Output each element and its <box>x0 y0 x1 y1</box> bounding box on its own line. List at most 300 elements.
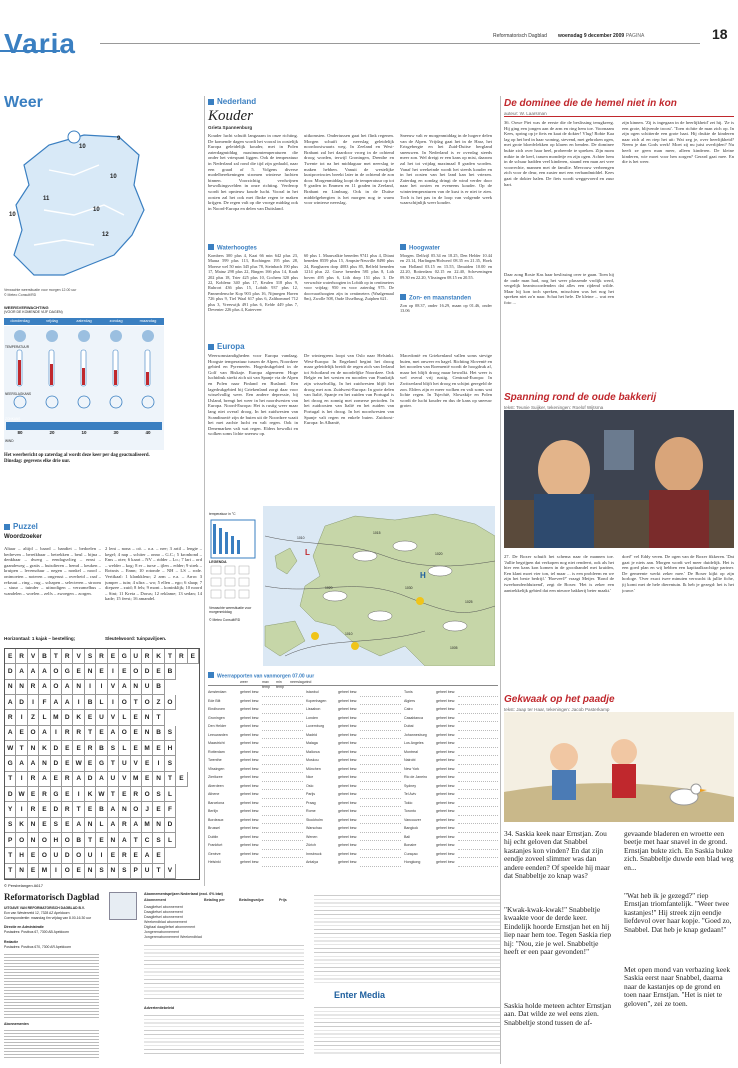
grid-cell[interactable]: O <box>28 726 39 741</box>
weather-report-row <box>306 765 401 774</box>
grid-cell[interactable]: S <box>119 864 130 879</box>
city-name: Bordeaux <box>208 817 224 822</box>
grid-cell[interactable]: T <box>108 756 119 771</box>
col-header: neerslag <box>290 680 304 684</box>
city-weather: geheel bew. <box>338 766 358 771</box>
weather-report-row <box>404 782 498 791</box>
grid-cell[interactable]: M <box>51 710 62 725</box>
grid-cell[interactable]: E <box>153 802 164 817</box>
grid-cell[interactable]: L <box>165 787 176 802</box>
grid-cell[interactable]: O <box>131 802 142 817</box>
map-label-legend: LEGENDA <box>209 560 227 564</box>
grid-cell[interactable]: E <box>51 772 62 787</box>
grid-cell[interactable]: A <box>39 680 50 695</box>
grid-cell[interactable]: T <box>16 741 27 756</box>
weather-report-row <box>306 824 401 833</box>
grid-cell[interactable]: K <box>73 710 84 725</box>
col-header: weer <box>240 680 248 684</box>
city-weather: geheel bew. <box>436 698 456 703</box>
grid-cell[interactable]: N <box>108 833 119 848</box>
grid-cell[interactable]: E <box>85 802 96 817</box>
grid-cell[interactable]: R <box>131 787 142 802</box>
grid-cell[interactable]: N <box>108 864 119 879</box>
bakkerij-p1: 27. De Boxer schuift het schema naar de mannen toe. 'Jullie begrijpen dat verkopen nog niet rendeert, ook als het hier een kans kon komen in de groothandel met kruiden, Een klant moet vier ton, tel maar ... is een probleem en we zijn het beste bedrijf.' 'Hoeveel?' vraagt Meijer. 'Rond de tweehonderdduizend', zegt de Boxer. 'Het is zeker een aantrekkelijk gebied dat een nieuwe bakkerij beter maakt.' <box>504 554 614 593</box>
grid-cell[interactable]: U <box>85 848 96 863</box>
weather-report-row <box>306 739 401 748</box>
grid-cell[interactable]: T <box>165 772 176 787</box>
grid-cell[interactable]: U <box>108 772 119 787</box>
grid-cell[interactable]: T <box>108 787 119 802</box>
grid-cell[interactable]: I <box>51 726 62 741</box>
grid-cell[interactable]: A <box>39 664 50 679</box>
puzzel-solution: Horizontaal: 1 kajak – bestelling; <box>4 636 76 641</box>
city-weather: geheel bew. <box>436 690 456 694</box>
grid-cell[interactable]: T <box>131 833 142 848</box>
grid-cell[interactable]: R <box>176 649 187 664</box>
city-name: Barcelona <box>208 800 225 805</box>
weather-report-row <box>208 858 303 867</box>
paadje-p5: "Wat heb ik je gezegd?" riep Ernstjan triomfantelijk. "Weer twee kastanjes!" Hij streek zijn eendje liefdevol over haar kopje. "Goed zo, Snabbel. Dat heb je knap gedaan!" <box>624 891 732 934</box>
grid-cell[interactable]: I <box>73 695 84 710</box>
grid-cell[interactable]: O <box>142 787 153 802</box>
grid-cell[interactable]: T <box>153 710 164 725</box>
grid-cell[interactable]: E <box>119 787 130 802</box>
grid-cell[interactable]: E <box>108 848 119 863</box>
grid-cell[interactable]: E <box>62 741 73 756</box>
city-name: Brussel <box>208 826 220 830</box>
grid-cell[interactable]: T <box>5 864 16 879</box>
grid-cell[interactable]: G <box>119 649 130 664</box>
grid-cell[interactable]: T <box>153 864 164 879</box>
map-temp-1: 9 <box>117 136 121 142</box>
grid-cell[interactable]: E <box>96 833 107 848</box>
city-name: Leeuwarden <box>208 732 228 737</box>
grid-cell[interactable]: R <box>16 649 27 664</box>
grid-cell[interactable]: K <box>153 649 164 664</box>
colofon-line: Abonnementen <box>4 1022 29 1026</box>
grid-cell[interactable]: E <box>131 848 142 863</box>
grid-cell[interactable]: E <box>85 756 96 771</box>
city-name: Innsbruck <box>306 851 322 856</box>
grid-cell[interactable]: M <box>142 818 153 833</box>
city-weather: geheel bew. <box>240 775 260 779</box>
grid-cell[interactable]: O <box>142 695 153 710</box>
grid-cell[interactable]: W <box>16 787 27 802</box>
grid-cell[interactable]: R <box>5 710 16 725</box>
grid-cell[interactable]: A <box>108 726 119 741</box>
grid-cell[interactable]: M <box>131 772 142 787</box>
grid-cell[interactable]: G <box>62 664 73 679</box>
grid-cell[interactable]: S <box>108 741 119 756</box>
grid-cell[interactable]: E <box>28 787 39 802</box>
grid-cell[interactable]: O <box>119 695 130 710</box>
grid-cell[interactable]: R <box>62 802 73 817</box>
grid-cell[interactable]: V <box>28 649 39 664</box>
city-values-filler <box>262 799 303 808</box>
paadje-author: tekst: Jaap ter Haar, tekeningen: Jacob Pasterkamp <box>504 707 610 712</box>
grid-cell[interactable]: A <box>108 802 119 817</box>
grid-cell[interactable]: O <box>39 833 50 848</box>
grid-cell[interactable]: D <box>5 787 16 802</box>
grid-cell[interactable]: S <box>153 787 164 802</box>
grid-cell[interactable]: D <box>62 710 73 725</box>
city-values-filler <box>360 850 401 859</box>
grid-cell[interactable]: T <box>85 726 96 741</box>
grid-cell[interactable]: B <box>96 802 107 817</box>
grid-cell[interactable]: I <box>73 787 84 802</box>
grid-cell[interactable]: T <box>85 833 96 848</box>
grid-cell[interactable]: G <box>5 756 16 771</box>
abon-title: Abonnementsprijzen Nederland (excl. 6% btw) <box>144 892 223 896</box>
grid-cell[interactable]: Z <box>153 695 164 710</box>
grid-cell[interactable]: O <box>16 833 27 848</box>
grid-cell[interactable]: L <box>96 818 107 833</box>
city-name: Bangkok <box>404 826 418 830</box>
weather-report-row <box>208 688 303 697</box>
grid-cell[interactable]: R <box>73 726 84 741</box>
grid-cell[interactable]: R <box>142 649 153 664</box>
grid-cell[interactable]: S <box>165 756 176 771</box>
grid-cell[interactable]: R <box>85 741 96 756</box>
weather-report-row <box>404 858 498 867</box>
grid-cell[interactable]: O <box>131 664 142 679</box>
grid-cell[interactable]: O <box>119 726 130 741</box>
column-divider <box>204 96 205 886</box>
date-line <box>558 33 644 39</box>
grid-cell[interactable]: I <box>96 680 107 695</box>
grid-cell[interactable]: I <box>51 864 62 879</box>
grid-cell[interactable]: N <box>85 818 96 833</box>
grid-cell[interactable]: E <box>62 818 73 833</box>
grid-cell[interactable]: B <box>96 741 107 756</box>
grid-cell[interactable]: R <box>62 649 73 664</box>
city-values-filler <box>360 731 401 740</box>
grid-cell[interactable]: E <box>73 664 84 679</box>
city-weather: geheel bew. <box>240 851 260 856</box>
grid-cell[interactable]: A <box>51 695 62 710</box>
grid-cell[interactable]: A <box>119 833 130 848</box>
grid-cell[interactable]: E <box>131 710 142 725</box>
grid-cell[interactable]: E <box>142 772 153 787</box>
grid-cell[interactable]: N <box>16 864 27 879</box>
weather-report-row <box>306 858 401 867</box>
city-name: Tunis <box>404 690 413 694</box>
grid-cell[interactable]: A <box>28 664 39 679</box>
abon-row: Digitaal daagliefsel abonnement <box>144 925 196 929</box>
weather-report-row <box>404 697 498 706</box>
grid-cell[interactable]: I <box>153 756 164 771</box>
grid-cell[interactable]: E <box>73 864 84 879</box>
grid-cell[interactable]: T <box>51 649 62 664</box>
grid-cell[interactable]: O <box>51 680 62 695</box>
grid-cell[interactable]: S <box>51 818 62 833</box>
grid-cell[interactable]: U <box>142 864 153 879</box>
grid-cell[interactable]: C <box>142 833 153 848</box>
grid-cell[interactable]: T <box>5 772 16 787</box>
grid-cell[interactable]: S <box>165 726 176 741</box>
grid-cell[interactable]: P <box>131 864 142 879</box>
grid-cell[interactable]: E <box>39 802 50 817</box>
grid-cell[interactable]: O <box>39 848 50 863</box>
grid-cell[interactable]: D <box>142 664 153 679</box>
grid-cell[interactable]: I <box>16 802 27 817</box>
grid-cell[interactable]: D <box>51 756 62 771</box>
grid-cell[interactable]: A <box>142 848 153 863</box>
grid-cell[interactable]: R <box>28 802 39 817</box>
grid-cell[interactable]: D <box>51 741 62 756</box>
grid-cell[interactable]: R <box>28 680 39 695</box>
grid-cell[interactable]: E <box>5 649 16 664</box>
grid-cell[interactable]: E <box>85 710 96 725</box>
grid-cell[interactable]: E <box>96 664 107 679</box>
grid-cell[interactable]: E <box>188 649 199 664</box>
grid-cell[interactable]: A <box>5 695 16 710</box>
grid-cell[interactable]: Y <box>5 802 16 817</box>
grid-cell[interactable]: E <box>28 864 39 879</box>
grid-cell[interactable]: V <box>108 710 119 725</box>
grid-cell[interactable]: E <box>153 664 164 679</box>
grid-cell[interactable]: B <box>39 649 50 664</box>
city-name: Warschau <box>306 826 323 830</box>
city-values-filler <box>458 688 498 697</box>
grid-cell[interactable]: P <box>5 833 16 848</box>
puzzel-head: Puzzel <box>4 522 204 531</box>
high-marker: H <box>420 571 426 580</box>
city-values-filler <box>360 841 401 850</box>
grid-cell[interactable]: D <box>16 695 27 710</box>
grid-cell[interactable]: W <box>96 787 107 802</box>
grid-cell[interactable]: V <box>165 864 176 879</box>
city-name: München <box>306 766 321 771</box>
city-name: Dubai <box>404 724 414 728</box>
weather-report-row <box>208 799 303 808</box>
grid-cell[interactable]: L <box>39 710 50 725</box>
grid-cell[interactable]: F <box>39 695 50 710</box>
grid-cell[interactable]: O <box>62 864 73 879</box>
weather-report-row <box>404 688 498 697</box>
grid-cell[interactable]: L <box>165 833 176 848</box>
grid-cell[interactable]: W <box>5 741 16 756</box>
grid-cell[interactable]: N <box>142 710 153 725</box>
grid-cell[interactable]: I <box>108 695 119 710</box>
city-weather: geheel bew. <box>436 860 456 864</box>
city-name: Wenen <box>306 834 318 839</box>
grid-cell[interactable]: L <box>96 695 107 710</box>
section-title: Varia <box>4 28 76 59</box>
grid-cell[interactable]: E <box>16 726 27 741</box>
grid-cell[interactable]: A <box>16 756 27 771</box>
grid-cell[interactable]: E <box>131 741 142 756</box>
city-values-filler <box>458 731 498 740</box>
isobar-label: 1025 <box>465 600 473 604</box>
city-name: Athene <box>208 792 220 796</box>
grid-cell[interactable]: I <box>28 695 39 710</box>
grid-cell[interactable]: N <box>5 680 16 695</box>
grid-cell[interactable]: I <box>108 664 119 679</box>
grid-cell[interactable]: K <box>39 741 50 756</box>
colofon-line: Ecn van Westerveld 12, 7328 AZ Apeldoorn <box>4 911 70 915</box>
grid-cell[interactable]: B <box>73 833 84 848</box>
grid-cell[interactable]: S <box>85 649 96 664</box>
grid-cell[interactable]: W <box>73 756 84 771</box>
grid-cell[interactable]: D <box>85 772 96 787</box>
vacature-filler <box>144 1012 304 1056</box>
grid-cell[interactable]: E <box>176 772 187 787</box>
grid-cell[interactable]: G <box>51 787 62 802</box>
date: woensdag 9 december 2009 <box>558 33 625 39</box>
grid-cell[interactable]: D <box>165 818 176 833</box>
isobar-label: 1010 <box>297 536 305 540</box>
grid-cell[interactable]: R <box>96 649 107 664</box>
grid-cell[interactable]: S <box>96 864 107 879</box>
grid-cell[interactable]: E <box>28 848 39 863</box>
grid-cell[interactable]: R <box>28 772 39 787</box>
grid-cell[interactable]: V <box>73 649 84 664</box>
grid-cell[interactable]: N <box>119 802 130 817</box>
grid-cell[interactable]: N <box>28 818 39 833</box>
grid-cell[interactable]: N <box>28 741 39 756</box>
grid-cell[interactable]: N <box>131 680 142 695</box>
grid-cell[interactable]: J <box>142 802 153 817</box>
grid-cell[interactable]: K <box>16 818 27 833</box>
grid-cell[interactable]: A <box>131 818 142 833</box>
grid-cell[interactable]: D <box>5 664 16 679</box>
grid-cell[interactable]: A <box>16 664 27 679</box>
grid-cell[interactable]: E <box>39 818 50 833</box>
grid-cell[interactable]: S <box>153 833 164 848</box>
grid-cell[interactable]: A <box>62 680 73 695</box>
grid-cell[interactable]: I <box>96 848 107 863</box>
grid-cell[interactable]: V <box>119 772 130 787</box>
grid-cell[interactable]: N <box>142 726 153 741</box>
paadje-p6: Met open mond van verbazing keek Saskia eerst naar Snabbel, daarna naar de kastanjes op de grond en toen naar Ernstjan. "Het is niet te geloven", zei ze toen. <box>624 965 731 1008</box>
grid-cell[interactable]: T <box>131 695 142 710</box>
grid-cell[interactable]: G <box>96 756 107 771</box>
grid-cell[interactable]: N <box>85 664 96 679</box>
grid-cell[interactable]: B <box>165 664 176 679</box>
grid-cell[interactable]: A <box>119 680 130 695</box>
city-values-filler <box>262 773 303 782</box>
grid-cell[interactable]: E <box>142 756 153 771</box>
grid-cell[interactable]: H <box>51 833 62 848</box>
grid-cell[interactable]: R <box>119 818 130 833</box>
city-weather: geheel bew. <box>436 758 456 762</box>
grid-cell[interactable]: A <box>5 726 16 741</box>
grid-cell[interactable]: H <box>165 741 176 756</box>
grid-cell[interactable]: R <box>62 772 73 787</box>
grid-cell[interactable]: M <box>39 864 50 879</box>
grid-cell[interactable]: S <box>5 818 16 833</box>
grid-cell[interactable]: D <box>62 848 73 863</box>
grid-cell[interactable]: B <box>153 726 164 741</box>
grid-cell[interactable]: I <box>85 680 96 695</box>
grid-cell[interactable]: U <box>131 649 142 664</box>
grid-cell[interactable]: N <box>85 864 96 879</box>
city-values-filler <box>360 756 401 765</box>
grid-cell[interactable]: O <box>73 848 84 863</box>
grid-cell[interactable]: U <box>119 756 130 771</box>
abon-filler <box>144 942 304 1002</box>
grid-cell[interactable]: B <box>153 680 164 695</box>
weather-report-row <box>306 688 401 697</box>
grid-cell[interactable]: E <box>62 787 73 802</box>
grid-cell[interactable]: L <box>119 710 130 725</box>
city-name: Casablanca <box>404 715 423 720</box>
grid-cell[interactable]: V <box>108 680 119 695</box>
grid-cell[interactable]: T <box>73 802 84 817</box>
grid-cell[interactable]: A <box>28 756 39 771</box>
grid-cell[interactable]: A <box>108 818 119 833</box>
grid-cell[interactable]: N <box>153 772 164 787</box>
grid-cell[interactable]: M <box>142 741 153 756</box>
grid-cell[interactable]: E <box>119 664 130 679</box>
city-weather: geheel bew. <box>240 698 260 703</box>
grid-cell[interactable]: A <box>39 726 50 741</box>
grid-cell[interactable]: A <box>73 772 84 787</box>
grid-cell[interactable]: D <box>51 802 62 817</box>
city-name: Los Angeles <box>404 741 424 745</box>
grid-cell[interactable]: A <box>73 818 84 833</box>
grid-cell[interactable]: N <box>39 756 50 771</box>
grid-cell[interactable]: N <box>153 818 164 833</box>
grid-cell[interactable]: E <box>108 649 119 664</box>
grid-cell[interactable]: U <box>96 710 107 725</box>
city-values-filler <box>360 697 401 706</box>
grid-cell[interactable]: A <box>96 772 107 787</box>
grid-cell[interactable]: E <box>153 848 164 863</box>
grid-cell[interactable]: I <box>16 710 27 725</box>
grid-cell[interactable]: V <box>131 756 142 771</box>
grid-cell[interactable]: U <box>51 848 62 863</box>
grid-cell[interactable]: A <box>62 695 73 710</box>
grid-cell[interactable]: R <box>119 848 130 863</box>
grid-cell[interactable]: U <box>142 680 153 695</box>
city-weather: geheel bew. <box>436 834 456 839</box>
grid-cell[interactable]: I <box>16 772 27 787</box>
grid-cell[interactable]: E <box>62 756 73 771</box>
grid-cell[interactable]: B <box>85 695 96 710</box>
city-values-filler <box>360 807 401 816</box>
word-search-grid[interactable] <box>4 648 200 880</box>
city-name: Cairo <box>404 707 413 711</box>
grid-cell[interactable]: N <box>28 833 39 848</box>
grid-cell[interactable]: E <box>131 726 142 741</box>
grid-cell[interactable]: A <box>39 772 50 787</box>
grid-cell[interactable]: O <box>62 833 73 848</box>
grid-cell[interactable]: L <box>119 741 130 756</box>
grid-cell[interactable]: R <box>62 726 73 741</box>
grid-cell[interactable]: E <box>153 741 164 756</box>
grid-cell[interactable]: T <box>5 848 16 863</box>
grid-cell[interactable]: N <box>16 680 27 695</box>
grid-cell[interactable]: E <box>73 741 84 756</box>
grid-cell[interactable]: N <box>73 680 84 695</box>
grid-cell[interactable]: E <box>96 726 107 741</box>
page-label: PAGINA <box>625 33 645 39</box>
city-values-filler <box>360 833 401 842</box>
grid-cell[interactable]: F <box>165 802 176 817</box>
grid-cell[interactable]: O <box>165 695 176 710</box>
netherlands-map <box>4 115 154 285</box>
grid-cell[interactable]: K <box>85 787 96 802</box>
city-values-filler <box>458 739 498 748</box>
grid-cell[interactable]: O <box>51 664 62 679</box>
grid-cell[interactable]: T <box>165 649 176 664</box>
grid-cell[interactable]: H <box>16 848 27 863</box>
grid-cell[interactable]: Z <box>28 710 39 725</box>
city-name: Maastricht <box>208 741 225 745</box>
grid-cell[interactable]: R <box>39 787 50 802</box>
